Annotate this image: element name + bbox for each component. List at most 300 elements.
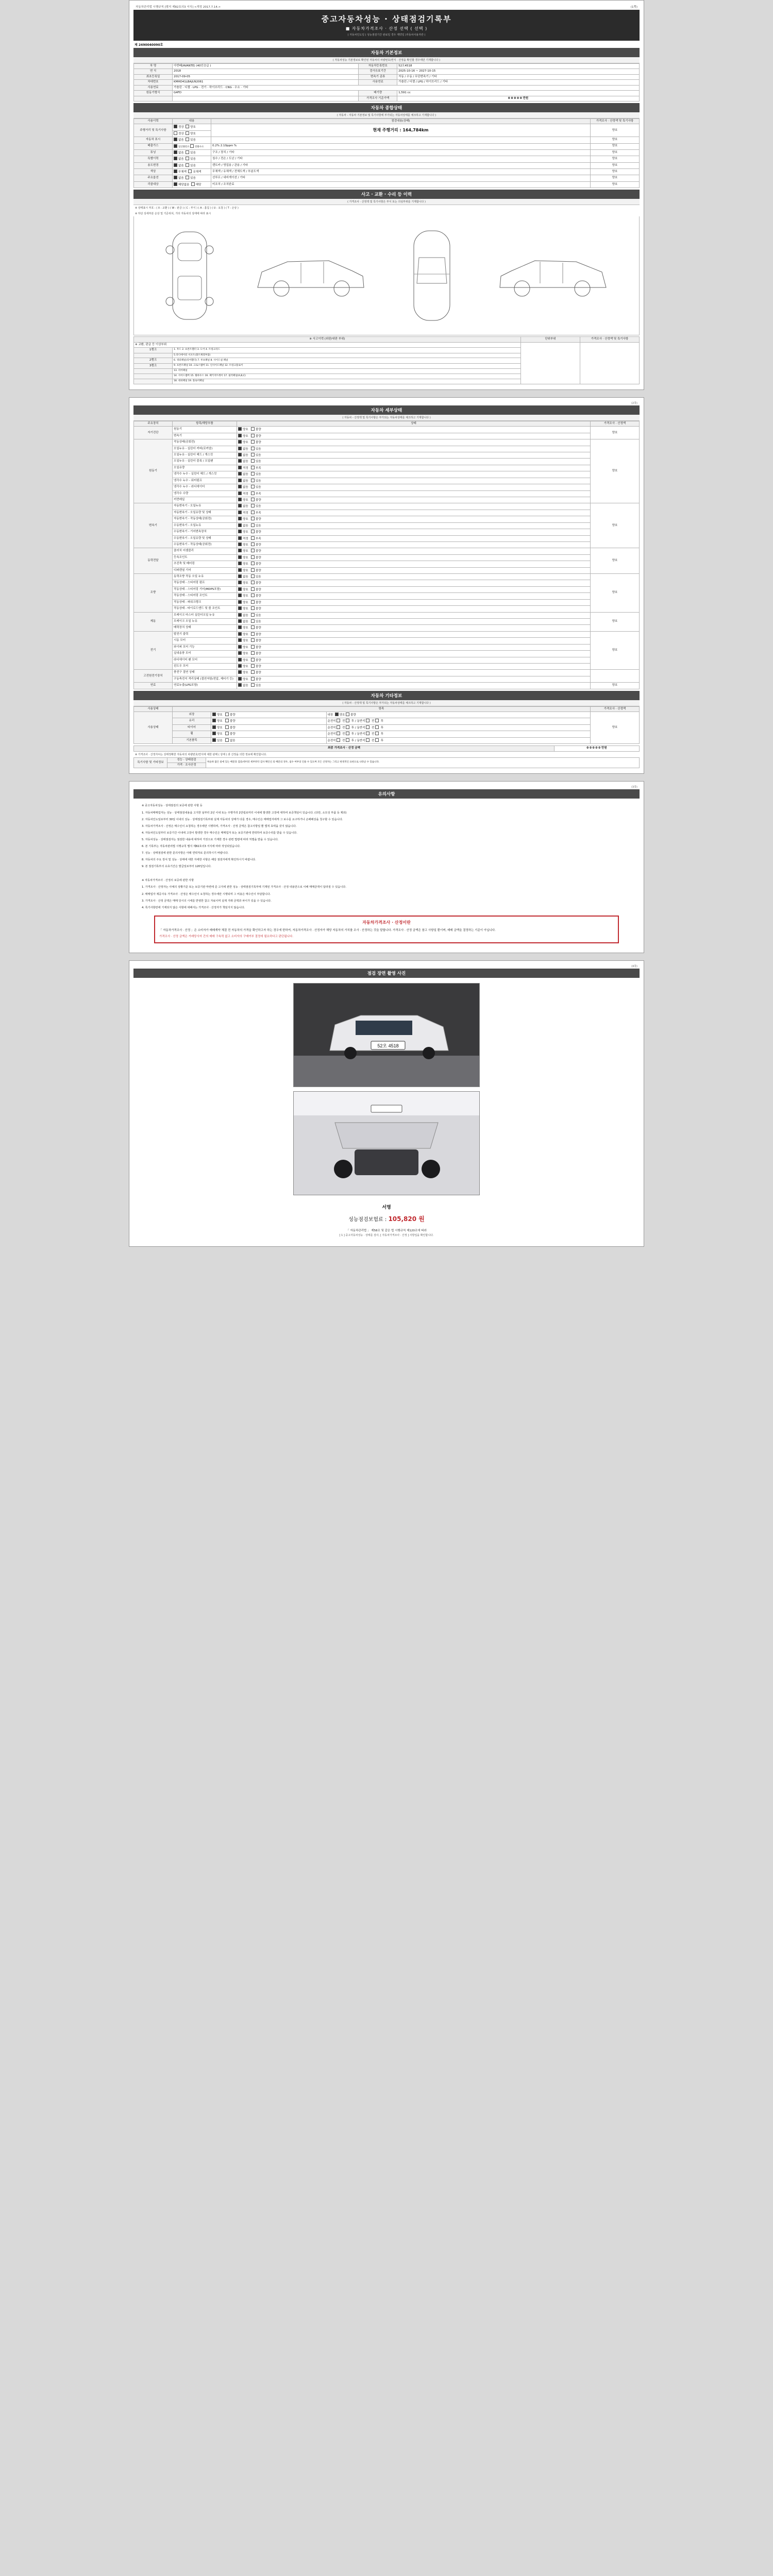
checkbox-icon[interactable]: [366, 732, 369, 735]
overall-opt-3[interactable]: [173, 149, 211, 156]
overall-opt-6[interactable]: [173, 168, 211, 175]
checkbox-icon[interactable]: [337, 719, 340, 722]
detail-state-options[interactable]: 양호 불량: [237, 586, 591, 592]
checkbox-icon[interactable]: [251, 549, 255, 552]
overall-col-0: 사용이력: [134, 118, 173, 124]
checkbox-icon[interactable]: [366, 738, 369, 742]
checkbox-icon[interactable]: [375, 738, 379, 742]
page4-header: [133, 964, 640, 969]
detail-state-table: [133, 421, 640, 689]
detail-part: 충전구 절연 상태: [173, 670, 237, 676]
checkbox-icon[interactable]: [251, 479, 255, 482]
checkbox-icon[interactable]: [238, 479, 242, 482]
overall-opt-label-6a: 무채색: [178, 170, 187, 174]
section-accident-title: 사고 · 교환 · 수리 등 이력: [133, 190, 640, 199]
checkbox-icon[interactable]: [366, 725, 369, 729]
grade-items-4: 13. 리어패널: [173, 369, 521, 374]
detail-state-options[interactable]: 양호 불량: [237, 541, 591, 548]
checkbox-icon[interactable]: [174, 157, 177, 160]
etc-item-extra-1[interactable]: 운전석 전 후 / 동반석 전 후: [326, 718, 590, 724]
detail-state-options[interactable]: 양호 불량: [237, 593, 591, 599]
detail-state-options[interactable]: 양호 불량: [237, 433, 591, 439]
etc-side-label: 사용상태: [134, 712, 173, 744]
checkbox-icon[interactable]: [251, 447, 255, 450]
overall-opt-8[interactable]: [173, 181, 211, 188]
basic-label2-0: 자동차등록번호: [359, 64, 397, 69]
table-row: [134, 162, 640, 168]
checkbox-icon[interactable]: [238, 485, 242, 488]
car-top-view-icon: [404, 227, 460, 325]
checkbox-icon[interactable]: [238, 434, 242, 437]
detail-state-options[interactable]: 양호 불량: [237, 625, 591, 631]
table-row: [134, 574, 640, 580]
detail-state-options[interactable]: 양호 불량: [237, 606, 591, 612]
notice-price-item-3: 4. 특기사항란에 기재되지 않은 사항에 대해서는 가격조사 · 산정자가 책임지지 않습니다.: [142, 906, 245, 909]
checkbox-icon[interactable]: [375, 732, 379, 735]
detail-state-options[interactable]: 적정 부족: [237, 535, 591, 541]
etc-item-options-1[interactable]: 양호 불량: [211, 718, 327, 724]
notice-item-list-2: [133, 884, 640, 911]
checkbox-icon[interactable]: [251, 453, 255, 456]
checkbox-icon[interactable]: [251, 466, 255, 469]
overall-opt-label-4a: 없음: [178, 158, 184, 161]
checkbox-icon[interactable]: [238, 498, 242, 501]
detail-state-options[interactable]: 양호 불량: [237, 676, 591, 682]
checkbox-icon[interactable]: [238, 613, 242, 617]
detail-state-options[interactable]: 없음 있음: [237, 522, 591, 529]
table-row: [134, 427, 640, 433]
checkbox-icon[interactable]: [346, 732, 349, 735]
checkbox-icon[interactable]: [251, 619, 255, 623]
table-row: [134, 746, 640, 751]
checkbox-icon[interactable]: [251, 511, 255, 514]
checkbox-icon[interactable]: [251, 581, 255, 584]
checkbox-icon[interactable]: [375, 725, 379, 729]
checkbox-icon[interactable]: [174, 138, 177, 141]
checkbox-icon[interactable]: [212, 732, 216, 735]
grade-items-5: 14. 사이드멤버 15. 휠하우스 16. 패키지트레이 17. 필러패널(A,B,C): [173, 374, 521, 379]
detail-state-options[interactable]: 적정 부족: [237, 465, 591, 471]
odometer-value: 현재 주행거리 : 164,784km: [211, 124, 591, 137]
checkbox-icon[interactable]: [238, 594, 242, 597]
checkbox-icon[interactable]: [251, 645, 255, 649]
checkbox-icon[interactable]: [251, 613, 255, 617]
checkbox-icon[interactable]: [251, 536, 255, 540]
grade-label-5: [134, 374, 173, 379]
checkbox-icon[interactable]: [238, 683, 242, 687]
detail-state-options[interactable]: 양호 불량: [237, 638, 591, 644]
detail-part: 커먼레일: [173, 497, 237, 503]
table-row: [134, 522, 640, 529]
checkbox-icon[interactable]: [238, 568, 242, 572]
detail-state-options[interactable]: 없음 있음: [237, 459, 591, 465]
signature-label: 서명: [382, 1205, 391, 1211]
table-row: [134, 638, 640, 644]
accident-grade-table: [133, 336, 640, 384]
checkbox-icon[interactable]: [251, 504, 255, 507]
detail-group-5: 제동: [134, 612, 173, 631]
detail-state-options[interactable]: 없음 있음: [237, 612, 591, 618]
checkbox-icon[interactable]: [238, 632, 242, 636]
detail-state-options[interactable]: 없음 있음: [237, 478, 591, 484]
checkbox-icon[interactable]: [238, 466, 242, 469]
checkbox-icon[interactable]: [238, 600, 242, 604]
checkbox-icon[interactable]: [174, 176, 177, 179]
detail-part: 와이퍼 모터 기능: [173, 644, 237, 650]
notice-item-2: 3. 자동차가격조사 · 산정은 매수인이 요청하는 경우에만 시행하며, 가격조사 · 산정 금액은 참고사항일 뿐 법적 효력을 갖지 않습니다.: [142, 824, 297, 828]
checkbox-icon[interactable]: [335, 713, 339, 716]
detail-part: 자동변속기 - 오일누유: [173, 503, 237, 510]
checkbox-icon[interactable]: [174, 182, 177, 186]
overall-opt-label-8a: 해당없음: [178, 183, 190, 187]
checkbox-icon[interactable]: [191, 182, 195, 186]
final-price-table: [133, 745, 640, 751]
checkbox-icon[interactable]: [238, 549, 242, 552]
checkbox-icon[interactable]: [225, 719, 229, 722]
checkbox-icon[interactable]: [346, 738, 349, 742]
etc-item-extra-4[interactable]: 운전석 전 후 / 동반석 전 후: [326, 737, 590, 743]
checkbox-icon[interactable]: [188, 170, 192, 173]
table-row: [134, 516, 640, 522]
checkbox-icon[interactable]: [238, 574, 242, 578]
checkbox-icon[interactable]: [251, 625, 255, 629]
detail-state-options[interactable]: 양호 불량: [237, 651, 591, 657]
checkbox-icon[interactable]: [366, 719, 369, 722]
checkbox-icon[interactable]: [238, 670, 242, 674]
checkbox-icon[interactable]: [251, 427, 255, 431]
checkbox-icon[interactable]: [238, 562, 242, 565]
overall-right-5: 양호: [591, 162, 640, 168]
checkbox-icon[interactable]: [251, 517, 255, 520]
checkbox-icon[interactable]: [251, 587, 255, 591]
etc-item-label-0: 외장: [173, 712, 211, 718]
checkbox-icon[interactable]: [251, 594, 255, 597]
overall-right-8: 양호: [591, 181, 640, 188]
table-row: [134, 718, 640, 724]
checkbox-icon[interactable]: [212, 713, 216, 716]
checkbox-icon[interactable]: [251, 632, 255, 636]
overall-right-1: 양호: [591, 137, 640, 143]
checkbox-icon[interactable]: [174, 144, 177, 148]
notice-head-2: ※ 자동차가격조사 · 산정의 보증에 관한 사항: [142, 879, 194, 883]
notice-item-0: 1. 자동차매매업자는 성능 · 상태점검내용을 고지한 날부터 2년 이내 또는 주행거리 2만킬로미터 이내에 발생한 고장에 대하여 보증책임이 있습니다. (다만, 소모성 부품 등 제외): [142, 811, 347, 815]
overall-opt-5[interactable]: [173, 162, 211, 168]
basic-label2-3: 사용연료: [359, 80, 397, 85]
etc-item-label-3: 휠: [173, 731, 211, 737]
basic-label-6: [134, 96, 173, 101]
checkbox-icon[interactable]: [251, 434, 255, 437]
overall-opt-0[interactable]: [173, 124, 211, 130]
accident-right-caption: 가격조사 · 산정액 및 특기사항: [580, 337, 640, 342]
detail-state-options[interactable]: 양호 불량: [237, 599, 591, 605]
inspection-fee: [133, 1211, 640, 1226]
checkbox-icon[interactable]: [238, 511, 242, 514]
checkbox-icon[interactable]: [238, 492, 242, 495]
etc-item-options-3[interactable]: 양호 불량: [211, 731, 327, 737]
checkbox-icon[interactable]: [212, 725, 216, 729]
checkbox-icon[interactable]: [238, 677, 242, 681]
basic-value2-2: 자동 / 수동 / 무단변속기 / 기타: [397, 74, 640, 79]
basic-value2-3: 가솔린 / 디젤 / LPG / 하이브리드 / 기타: [397, 80, 640, 85]
detail-part: 윈도우 모터: [173, 663, 237, 669]
detail-part: 실내송풍 모터: [173, 651, 237, 657]
table-row: [134, 586, 640, 592]
detail-state-options[interactable]: 양호 불량: [237, 427, 591, 433]
checkbox-icon[interactable]: [186, 125, 189, 128]
etc-col-side: 사용상태: [134, 706, 173, 711]
checkbox-icon[interactable]: [238, 587, 242, 591]
checkbox-icon[interactable]: [238, 638, 242, 642]
detail-part: 오일누유 - 실린더 헤드 / 개스킷: [173, 452, 237, 459]
etc-item-extra-3[interactable]: 운전석 전 후 / 동반석 전 후: [326, 731, 590, 737]
checkbox-icon[interactable]: [375, 719, 379, 722]
checkbox-icon[interactable]: [186, 131, 189, 135]
detail-part: 냉각수 누수 - 워터펌프: [173, 478, 237, 484]
table-row: [134, 80, 640, 85]
checkbox-icon[interactable]: [186, 157, 189, 160]
basic-value2-5: 1,591 cc: [397, 91, 640, 96]
checkbox-icon[interactable]: [251, 492, 255, 495]
overall-name-7: 주요옵션: [134, 175, 173, 181]
etc-item-options-2[interactable]: 양호 불량: [211, 724, 327, 731]
checkbox-icon[interactable]: [251, 562, 255, 565]
checkbox-icon[interactable]: [238, 536, 242, 540]
checkbox-icon[interactable]: [251, 440, 255, 444]
section-detail-subtitle: ( 자동차 - 산정액 및 특기사항은 부가되는 자동차상태를 체크하고 기재합니다 ): [133, 415, 640, 421]
checkbox-icon[interactable]: [238, 447, 242, 450]
checkbox-icon[interactable]: [251, 658, 255, 662]
detail-part: 연료누출(LPG포함): [173, 683, 237, 689]
overall-opt-label-7a: 없음: [178, 177, 184, 180]
checkbox-icon[interactable]: [346, 713, 349, 716]
overall-name-2: 배출가스: [134, 143, 173, 149]
table-row: [134, 156, 640, 162]
overall-name-1: 자동차 표시: [134, 137, 173, 143]
checkbox-icon[interactable]: [174, 131, 177, 135]
table-row: [134, 644, 640, 650]
checkbox-icon[interactable]: [238, 625, 242, 629]
overall-detail-3: 구조 / 장치 / 기타: [211, 149, 591, 156]
checkbox-icon[interactable]: [251, 638, 255, 642]
checkbox-icon[interactable]: [251, 677, 255, 681]
checkbox-icon[interactable]: [346, 725, 349, 729]
checkbox-icon[interactable]: [251, 574, 255, 578]
car-front-view-icon: [161, 227, 218, 325]
checkbox-icon[interactable]: [238, 530, 242, 533]
overall-right-2: 양호: [591, 143, 640, 149]
overall-opt-7[interactable]: [173, 175, 211, 181]
overall-opt-label-1b: 있음: [190, 139, 196, 142]
overall-col-2: 점검내용(상태): [211, 118, 591, 124]
checkbox-icon[interactable]: [238, 606, 242, 610]
checkbox-icon[interactable]: [251, 664, 255, 668]
detail-state-options[interactable]: 양호 불량: [237, 516, 591, 522]
checkbox-icon[interactable]: [174, 125, 177, 128]
sheet-page-1: [129, 0, 644, 390]
section-accident-subtitle: ( 가격조사 · 산정액 및 특기사항은 부식 또는 의심부위를 기재합니다 ): [133, 199, 640, 205]
checkbox-icon[interactable]: [186, 163, 189, 167]
detail-group-note-8: 양호: [591, 683, 640, 689]
detail-state-options[interactable]: 양호 불량: [237, 663, 591, 669]
detail-state-options[interactable]: 없음 있음: [237, 446, 591, 452]
detail-state-options[interactable]: 양호 불량: [237, 439, 591, 446]
detail-state-options[interactable]: 없음 있음: [237, 574, 591, 580]
overall-detail-1: [211, 137, 591, 143]
accident-note-cell: [580, 342, 640, 384]
overall-name-3: 튜닝: [134, 149, 173, 156]
checkbox-icon[interactable]: [238, 504, 242, 507]
overall-opt-4[interactable]: [173, 156, 211, 162]
checkbox-icon[interactable]: [212, 719, 216, 722]
checkbox-icon[interactable]: [346, 719, 349, 722]
section-overall-title: 자동차 종합상태: [133, 103, 640, 112]
detail-state-options[interactable]: 없음 있음: [237, 618, 591, 624]
checkbox-icon[interactable]: [238, 453, 242, 456]
checkbox-icon[interactable]: [238, 472, 242, 476]
detail-state-options[interactable]: 양호 불량: [237, 657, 591, 663]
detail-state-options[interactable]: 양호 불량: [237, 561, 591, 567]
detail-group-1: 원동기: [134, 439, 173, 503]
checkbox-icon[interactable]: [251, 568, 255, 572]
checkbox-icon[interactable]: [251, 670, 255, 674]
detail-state-options[interactable]: 적정 부족: [237, 510, 591, 516]
checkbox-icon[interactable]: [174, 170, 177, 173]
checkbox-icon[interactable]: [238, 427, 242, 431]
photos-title: 점검 장면 촬영 사진: [133, 969, 640, 978]
checkbox-icon[interactable]: [238, 581, 242, 584]
checkbox-icon[interactable]: [212, 738, 216, 742]
checkbox-icon[interactable]: [225, 732, 229, 735]
checkbox-icon[interactable]: [225, 725, 229, 729]
checkbox-icon[interactable]: [251, 523, 255, 527]
etc-item-options-0[interactable]: 양호 불량: [211, 712, 327, 718]
detail-state-options[interactable]: 양호 불량: [237, 529, 591, 535]
checkbox-icon[interactable]: [186, 150, 189, 154]
overall-detail-7: 선루프 / 내비게이션 / 기타: [211, 175, 591, 181]
detail-state-options[interactable]: 없음 있음: [237, 503, 591, 510]
detail-state-options[interactable]: 양호 불량: [237, 497, 591, 503]
checkbox-icon[interactable]: [337, 738, 340, 742]
checkbox-icon[interactable]: [174, 150, 177, 154]
checkbox-icon[interactable]: [225, 713, 229, 716]
checkbox-icon[interactable]: [337, 725, 340, 729]
checkbox-icon[interactable]: [337, 732, 340, 735]
overall-detail-4: 침수 / 전손 / 도난 / 기타: [211, 156, 591, 162]
form-reference: 자동차관리법 시행규칙 [별지 제82호의3 서식] <개정 2017.7.14.>: [136, 6, 221, 9]
basic-value-2: 2017-09-05: [173, 74, 359, 79]
detail-state-options[interactable]: 양호 불량: [237, 644, 591, 650]
table-row: [134, 567, 640, 573]
checkbox-icon[interactable]: [238, 459, 242, 463]
etc-item-options-4[interactable]: 있음 없음: [211, 737, 327, 743]
checkbox-icon[interactable]: [251, 498, 255, 501]
table-row: [134, 625, 640, 631]
detail-col-3: 가격조사 · 산정액: [591, 421, 640, 426]
overall-opt-label-5a: 없음: [178, 164, 184, 167]
checkbox-icon[interactable]: [238, 440, 242, 444]
detail-state-options[interactable]: 양호 불량: [237, 567, 591, 573]
checkbox-icon[interactable]: [186, 138, 189, 141]
overall-opt-0b[interactable]: 정상 양호: [173, 130, 211, 137]
checkbox-icon[interactable]: [251, 485, 255, 488]
checkbox-icon[interactable]: [251, 606, 255, 610]
table-row: [134, 535, 640, 541]
checkbox-icon[interactable]: [190, 144, 194, 148]
checkbox-icon[interactable]: [238, 543, 242, 546]
notice-item-5: 6. 본 기록부는 자동차관리법 시행규칙 별지 제82호의3 서식에 따라 작성되었습니다.: [142, 844, 241, 848]
overall-opt-2[interactable]: [173, 143, 211, 149]
detail-group-0: 자기진단: [134, 427, 173, 439]
detail-state-options[interactable]: 없음 있음: [237, 484, 591, 490]
detail-state-options[interactable]: 양호 불량: [237, 631, 591, 637]
grade-label-2: 2랭크: [134, 358, 173, 363]
overall-detail-8: 미조치 / 조치완료: [211, 181, 591, 188]
checkbox-icon[interactable]: [238, 555, 242, 559]
basic-value2-1: 2025-10-16 ~ 2027-10-15: [397, 69, 640, 74]
vehicle-underbody-photo-icon: [294, 1092, 479, 1195]
checkbox-icon[interactable]: [251, 683, 255, 687]
etc-item-extra-0[interactable]: 내장 양호 불량: [326, 712, 590, 718]
title-block: [133, 10, 640, 41]
table-row: [134, 471, 640, 478]
checkbox-icon[interactable]: [251, 472, 255, 476]
document-subtitle: ■ 자동차가격조사 · 산정 선택 ( 선택 ): [345, 26, 428, 31]
detail-part: 구동축전지 격리상태 (절연저항/전압, 제어기 등): [173, 676, 237, 682]
detail-state-options[interactable]: 양호 불량: [237, 670, 591, 676]
overall-opt-1[interactable]: [173, 137, 211, 143]
table-row: [134, 181, 640, 188]
checkbox-icon[interactable]: [186, 176, 189, 179]
detail-state-options[interactable]: 양호 불량: [237, 580, 591, 586]
overall-opt-label-3b: 있음: [190, 151, 196, 155]
checkbox-icon[interactable]: [238, 619, 242, 623]
checkbox-icon[interactable]: [225, 738, 229, 742]
overall-opt-label-3a: 없음: [178, 151, 184, 155]
detail-state-options[interactable]: 적정 부족: [237, 490, 591, 497]
detail-state-options[interactable]: 없음 있음: [237, 471, 591, 478]
table-row: [134, 490, 640, 497]
detail-state-options[interactable]: 없음 있음: [237, 683, 591, 689]
detail-state-options[interactable]: 양호 불량: [237, 548, 591, 554]
checkbox-icon[interactable]: [251, 600, 255, 604]
checkbox-icon[interactable]: [238, 517, 242, 520]
checkbox-icon[interactable]: [238, 645, 242, 649]
detail-state-options[interactable]: 양호 불량: [237, 554, 591, 561]
section-etc-title: 자동차 기타정보: [133, 691, 640, 700]
checkbox-icon[interactable]: [251, 530, 255, 533]
table-row: [134, 529, 640, 535]
checkbox-icon[interactable]: [238, 651, 242, 655]
checkbox-icon[interactable]: [251, 543, 255, 546]
checkbox-icon[interactable]: [174, 163, 177, 167]
etc-item-extra-2[interactable]: 운전석 전 후 / 동반석 전 후: [326, 724, 590, 731]
checkbox-icon[interactable]: [238, 658, 242, 662]
overall-name-6: 색상: [134, 168, 173, 175]
checkbox-icon[interactable]: [238, 664, 242, 668]
checkbox-icon[interactable]: [238, 523, 242, 527]
overall-opt-label-8b: 해당: [195, 183, 201, 187]
table-row: [134, 452, 640, 459]
checkbox-icon[interactable]: [251, 555, 255, 559]
checkbox-icon[interactable]: [251, 651, 255, 655]
basic-label2-2: 변속기 종류: [359, 74, 397, 79]
overall-right-0: 양호: [591, 124, 640, 137]
detail-state-options[interactable]: 없음 있음: [237, 452, 591, 459]
price-definition-emphasis: 가격조사 · 산정 금액은 거래당사자 간의 매매 구속력 없고 소비자의 구매여부 결정에 필요하다고 판단됩니다.: [159, 935, 293, 939]
grade-items-1: 5.라디에이터 서포트(볼트체결부품): [173, 353, 521, 358]
checkbox-icon[interactable]: [251, 459, 255, 463]
detail-part: 수동변속기 - 오일누유: [173, 522, 237, 529]
